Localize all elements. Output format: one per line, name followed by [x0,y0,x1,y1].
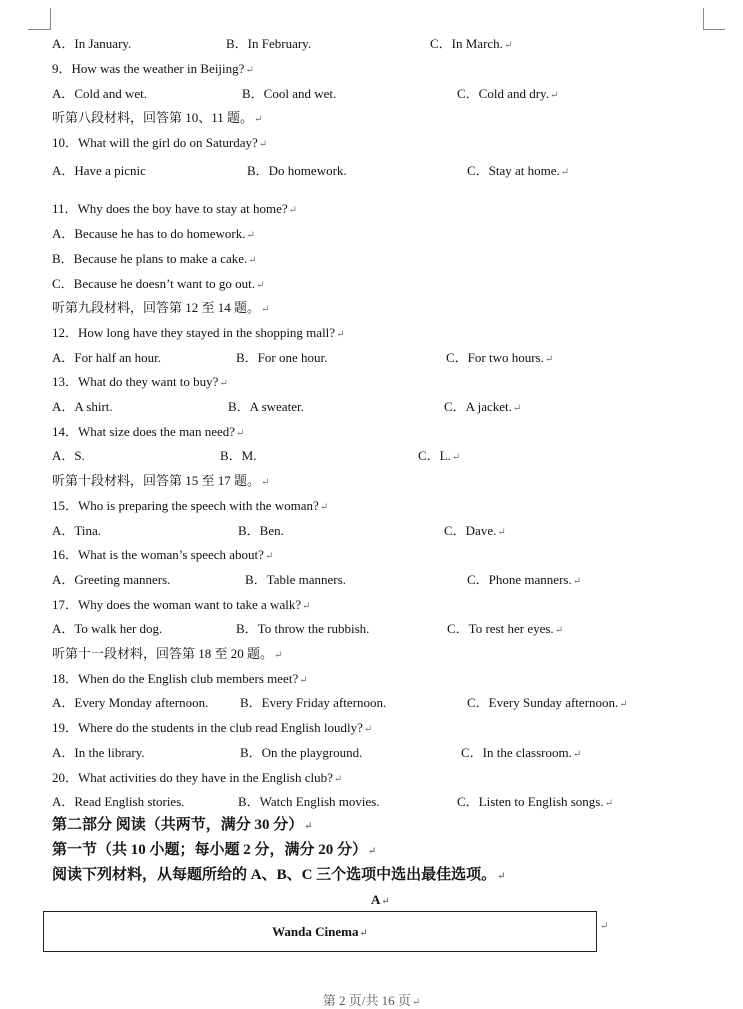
section-heading: 第一节（共 10 小题；每小题 2 分，满分 20 分）↵ [52,842,377,858]
question-line: B．Because he plans to make a cake.↵ [52,251,257,266]
paragraph-mark: ↵ [245,65,254,76]
option-c: C．L.↵ [418,448,461,463]
paragraph-mark: ↵ [619,699,628,710]
page-footer: 第 2 页/共 16 页↵ [322,993,421,1008]
question-line: C．Because he doesn’t want to go out.↵ [52,276,265,291]
option-row [52,86,652,102]
paragraph-mark: ↵ [336,329,345,340]
option-b: B．M. [220,448,257,463]
option-c: C．Dave.↵ [444,523,506,538]
question-line: 9．How was the weather in Beijing?↵ [52,61,254,76]
section-instruction: 听第八段材料，回答第 10、11 题。↵ [52,110,263,125]
paragraph-mark: ↵ [512,403,522,414]
paragraph-mark: ↵ [261,477,270,488]
question-line: 13．What do they want to buy?↵ [52,374,228,389]
option-a: A．In January. [52,36,132,51]
option-c: C．For two hours.↵ [446,350,554,365]
cinema-table [43,911,597,952]
paragraph-mark: ↵ [258,139,268,150]
question-line: 10．What will the girl do on Saturday?↵ [52,135,268,150]
option-b: B．Every Friday afternoon. [240,695,387,710]
option-c: C．Every Sunday afternoon.↵ [467,695,628,710]
paragraph-mark: ↵ [274,650,283,661]
option-row [52,448,652,464]
question-line: A．Because he has to do homework.↵ [52,226,255,241]
section-instruction: 听第十一段材料，回答第 18 至 20 题。↵ [52,646,283,661]
option-a: A．Read English stories. [52,794,185,809]
paragraph-mark: ↵ [600,921,609,932]
paragraph-mark: ↵ [604,798,614,809]
option-a: A．Every Monday afternoon. [52,695,209,710]
question-line: 19．Where do the students in the club read English loudly?↵ [52,720,373,735]
paragraph-mark: ↵ [497,527,506,538]
option-b: B．Watch English movies. [238,794,380,809]
paragraph-mark: ↵ [299,675,308,686]
option-c: C．Stay at home.↵ [467,163,570,178]
option-c: C．Listen to English songs.↵ [457,794,614,809]
option-c: C．In the classroom.↵ [461,745,582,760]
option-a: A．Greeting manners. [52,572,171,587]
option-c: C．Phone manners.↵ [467,572,582,587]
option-row [52,745,652,761]
paragraph-mark: ↵ [560,167,570,178]
paragraph-mark: ↵ [261,304,270,315]
paragraph-mark: ↵ [451,452,461,463]
option-row [52,399,652,415]
paragraph-mark: ↵ [264,551,274,562]
option-b: B．Ben. [238,523,284,538]
question-line: 15．Who is preparing the speech with the woman?↵ [52,498,329,513]
option-c: C．In March.↵ [430,36,513,51]
option-a: A．In the library. [52,745,145,760]
option-a: A．A shirt. [52,399,113,414]
option-a: A．Have a picnic [52,163,146,178]
paragraph-mark: ↵ [304,821,313,832]
question-line: 18．When do the English club members meet?↵ [52,671,308,686]
option-row [52,36,652,52]
option-b: B．Do homework. [247,163,347,178]
option-a: A．Tina. [52,523,102,538]
paragraph-mark: ↵ [572,576,582,587]
paragraph-mark: ↵ [497,871,506,882]
paragraph-mark: ↵ [549,90,559,101]
option-a: A．For half an hour. [52,350,162,365]
crop-mark-top-left [28,29,50,30]
option-row [52,695,652,711]
question-line: 12．How long have they stayed in the shopping mall?↵ [52,325,345,340]
section-heading: 第二部分 阅读（共两节，满分 30 分）↵ [52,817,313,833]
crop-mark-top-left [50,8,51,30]
option-b: B．In February. [226,36,312,51]
option-b: B．On the playground. [240,745,363,760]
paragraph-mark: ↵ [254,114,263,125]
option-b: B．Cool and wet. [242,86,337,101]
paragraph-mark: ↵ [236,428,245,439]
option-c: C．To rest her eyes.↵ [447,621,564,636]
paragraph-mark: ↵ [288,205,298,216]
cinema-title: Wanda Cinema↵ [272,924,368,939]
crop-mark-top-right [703,29,725,30]
paragraph-mark: ↵ [503,40,513,51]
paragraph-mark: ↵ [368,846,377,857]
option-c: C．Cold and dry.↵ [457,86,559,101]
option-a: A．Cold and wet. [52,86,147,101]
option-row [52,523,652,539]
option-a: A．S. [52,448,85,463]
option-row [52,350,652,366]
crop-mark-top-right [703,8,704,30]
option-b: B．A sweater. [228,399,304,414]
passage-label: A↵ [371,892,390,907]
option-row [52,621,652,637]
paragraph-mark: ↵ [302,601,311,612]
question-line: 11．Why does the boy have to stay at home?↵ [52,201,298,216]
paragraph-mark: ↵ [333,774,343,785]
section-instruction: 听第十段材料，回答第 15 至 17 题。↵ [52,473,270,488]
option-row [52,794,652,810]
paragraph-mark: ↵ [219,378,228,389]
option-b: B．To throw the rubbish. [236,621,370,636]
paragraph-mark: ↵ [544,354,554,365]
question-line: 16．What is the woman’s speech about?↵ [52,547,274,562]
paragraph-mark: ↵ [363,724,373,735]
section-heading: 阅读下列材料，从每题所给的 A、B、C 三个选项中选出最佳选项。↵ [52,867,506,883]
paragraph-mark: ↵ [256,280,265,291]
option-c: C．A jacket.↵ [444,399,522,414]
paragraph-mark: ↵ [572,749,582,760]
option-a: A．To walk her dog. [52,621,163,636]
paragraph-mark: ↵ [248,255,257,266]
option-b: B．Table manners. [245,572,346,587]
paragraph-mark: ↵ [319,502,329,513]
question-line: 17．Why does the woman want to take a walk?↵ [52,597,311,612]
question-line: 20．What activities do they have in the English club?↵ [52,770,343,785]
question-line: 14．What size does the man need?↵ [52,424,245,439]
section-instruction: 听第九段材料，回答第 12 至 14 题。↵ [52,300,270,315]
option-row [52,572,652,588]
option-row [52,163,652,179]
option-b: B．For one hour. [236,350,328,365]
paragraph-mark: ↵ [246,230,255,241]
paragraph-mark: ↵ [554,625,564,636]
